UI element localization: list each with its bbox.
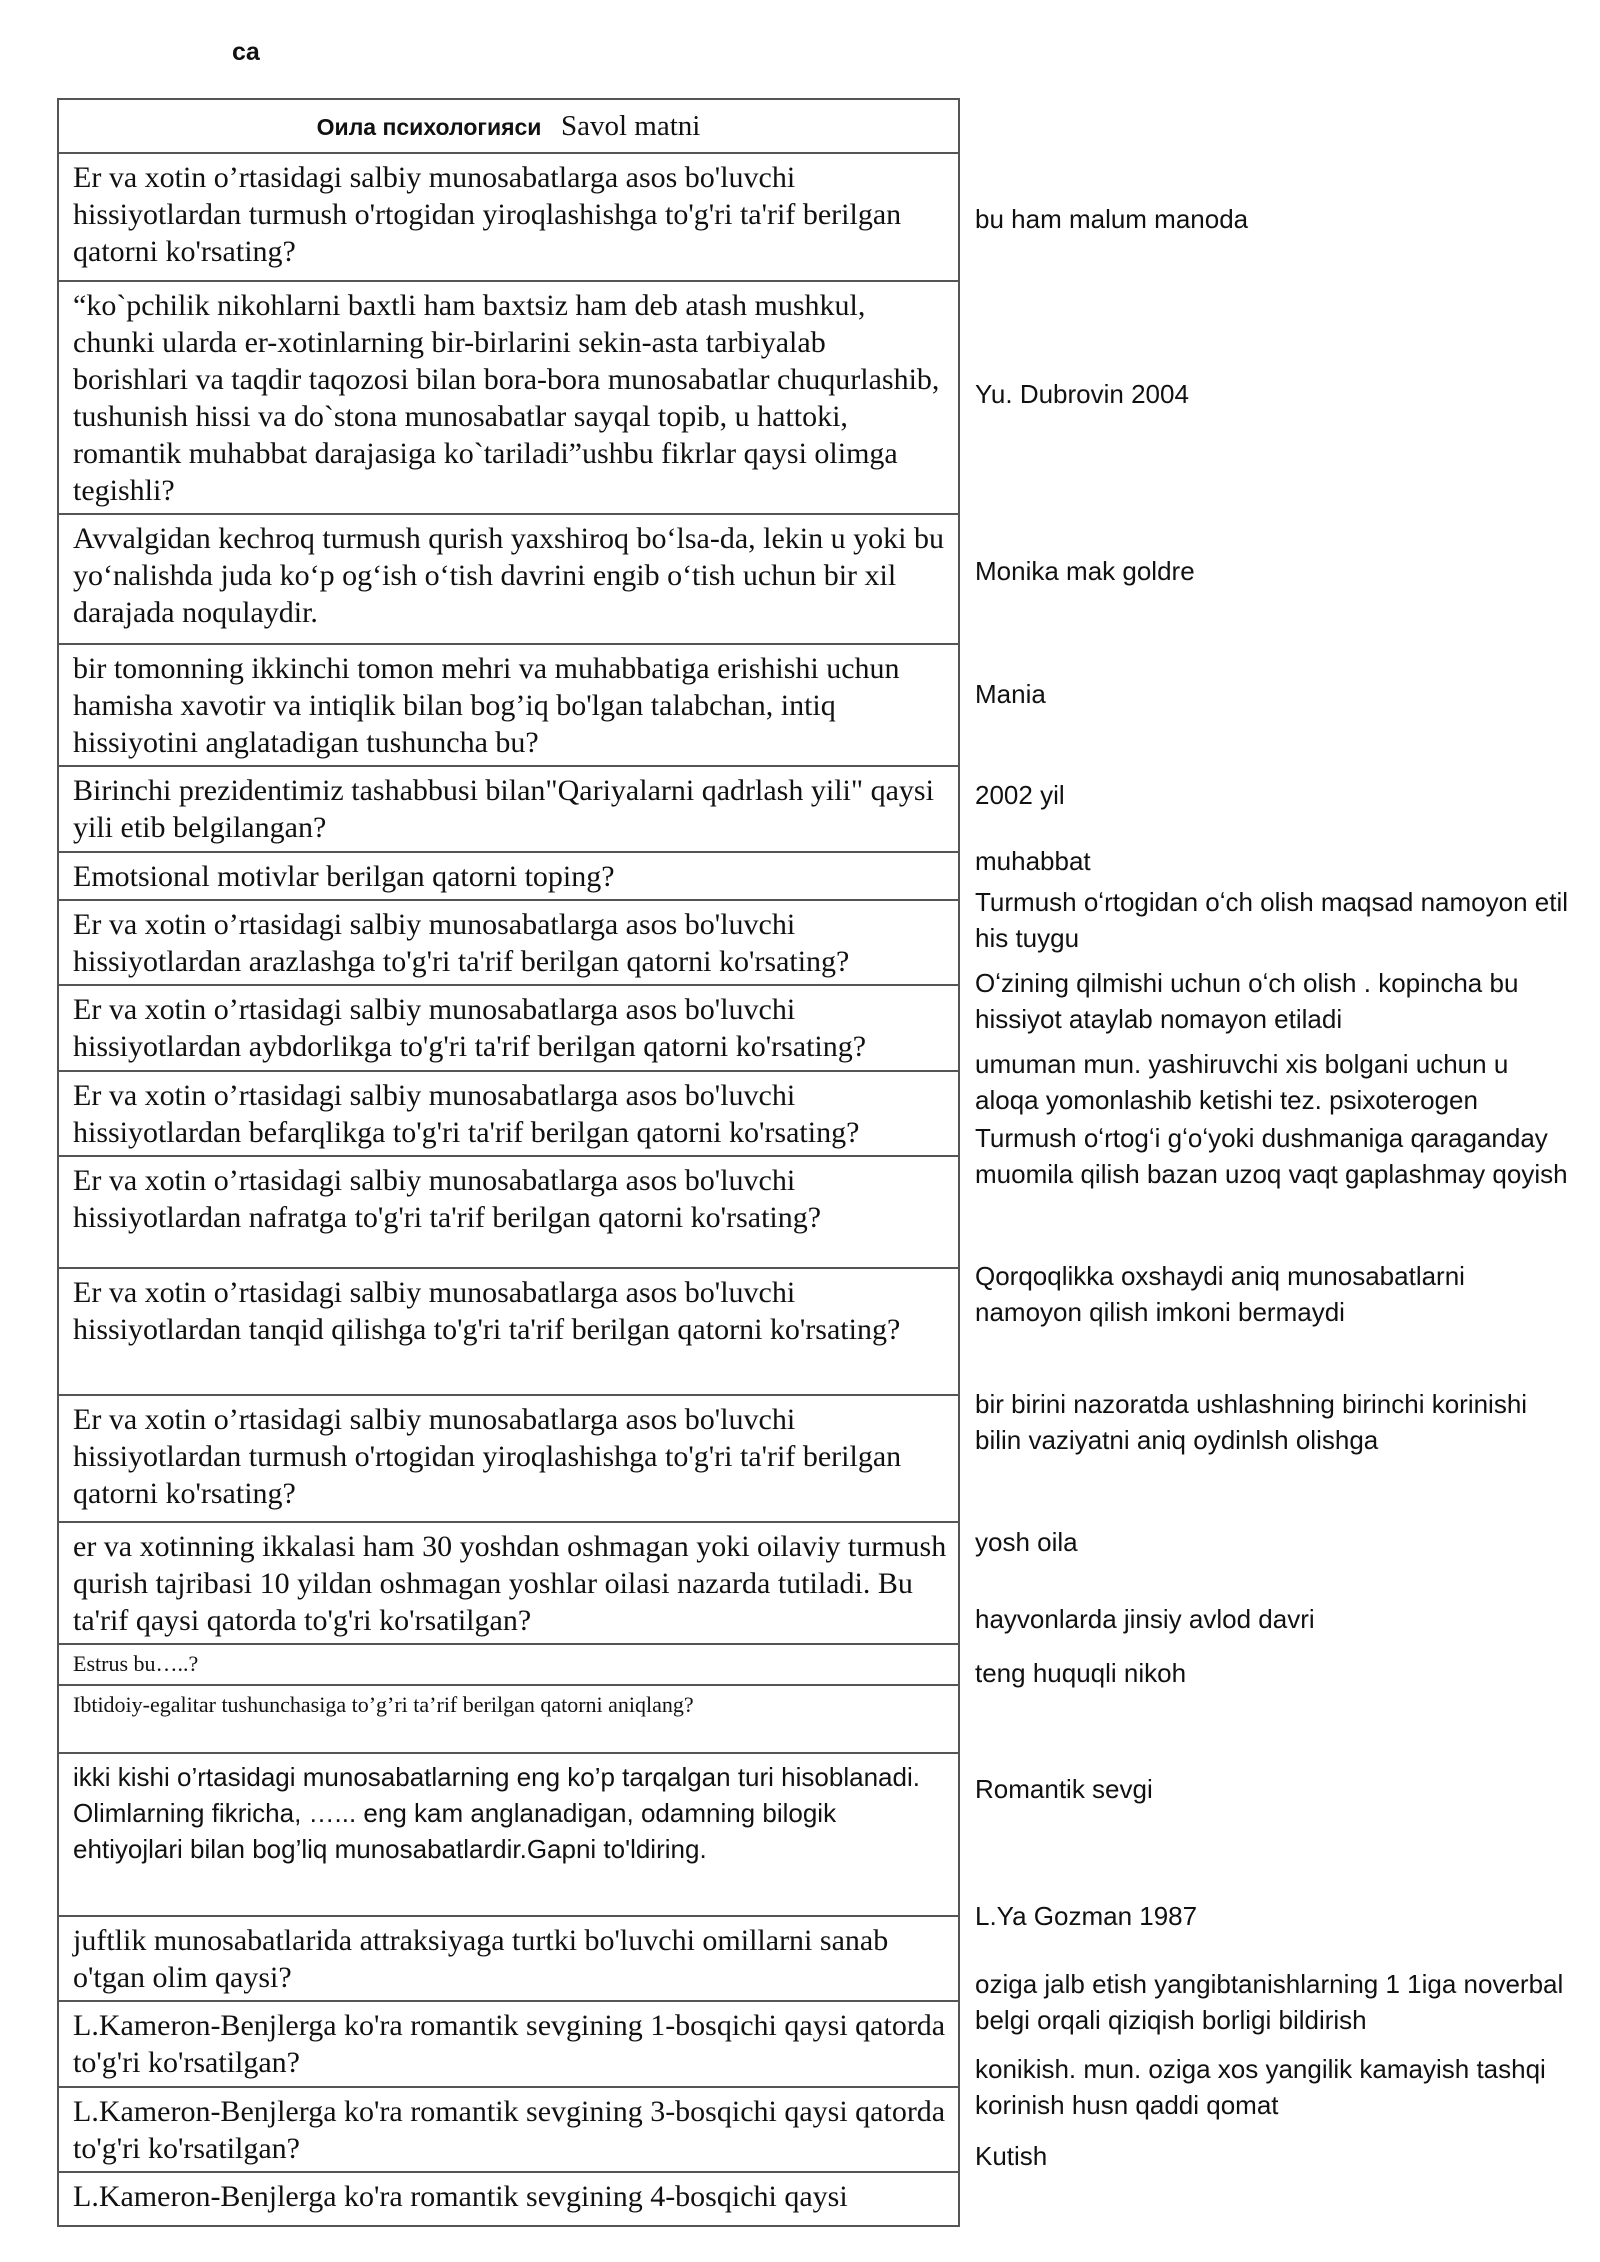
question-cell: Avvalgidan kechroq turmush qurish yaxshiroq bo‘lsa-da, lekin u yoki bu yo‘nalishda juda ko‘p og‘ish o‘tish davrini engib o‘tish uchun bir xil darajada noqulaydir.: [58, 514, 959, 644]
table-row: [58, 1753, 959, 1916]
question-cell: bir tomonning ikkinchi tomon mehri va muhabbatiga erishishi uchun hamisha xavotir va intiqlik bilan bog’iq bo'lgan talabchan, intiq hissiyotini anglatadigan tushuncha bu?: [58, 644, 959, 766]
table-row: [58, 2087, 959, 2172]
table-row: [58, 2172, 959, 2226]
question-cell: Er va xotin o’rtasidagi salbiy munosabatlarga asos bo'luvchi hissiyotlardan turmush o'rtogidan yiroqlashishga to'g'ri ta'rif berilgan qatorni ko'rsating?: [58, 153, 959, 281]
answer-text: Yu. Dubrovin 2004: [975, 379, 1189, 409]
table-row: [58, 281, 959, 514]
table-row: [58, 1685, 959, 1753]
answer-text: Romantik sevgi: [975, 1774, 1153, 1804]
table-header: [58, 99, 959, 153]
answer-text: bu ham malum manoda: [975, 204, 1249, 234]
answer-text: teng huquqli nikoh: [975, 1658, 1187, 1688]
answer-text: yosh oila: [975, 1527, 1078, 1557]
answer-text: Qorqoqlikka oxshaydi aniq munosabatlarni namoyon qilish imkoni bermaydi: [975, 1261, 1465, 1327]
answer-text: hayvonlarda jinsiy avlod davri: [975, 1604, 1315, 1634]
answer-text: oziga jalb etish yangibtanishlarning 1 1iga noverbal belgi orqali qiziqish borligi bildirish: [975, 1969, 1564, 2035]
table-row: [58, 1395, 959, 1522]
answer-text: Turmush oʻrtogidan oʻch olish maqsad namoyon etil his tuygu: [975, 887, 1569, 953]
table-row: [58, 766, 959, 852]
question-cell: Estrus bu…..?: [58, 1644, 959, 1685]
question-cell: Er va xotin o’rtasidagi salbiy munosabatlarga asos bo'luvchi hissiyotlardan tanqid qilishga to'g'ri ta'rif berilgan qatorni ko'rsating?: [58, 1268, 959, 1395]
table-row: [58, 1522, 959, 1644]
question-cell: er va xotinning ikkalasi ham 30 yoshdan oshmagan yoki oilaviy turmush qurish tajribasi 10 yildan oshmagan yoshlar oilasi nazarda tutiladi. Bu ta'rif qaysi qatorda to'g'ri ko'rsatilgan?: [58, 1522, 959, 1644]
table-row: [58, 2001, 959, 2087]
questions-table: [57, 98, 960, 2227]
corner-label: ca: [232, 38, 260, 66]
table-row: [58, 1071, 959, 1156]
question-cell: Emotsional motivlar berilgan qatorni toping?: [58, 852, 959, 900]
table-row: [58, 1644, 959, 1685]
subject-title: Оила психологияси: [316, 113, 542, 140]
table-row: [58, 1916, 959, 2001]
table-row: [58, 514, 959, 644]
answer-text: bir birini nazoratda ushlashning birinchi korinishi bilin vaziyatni aniq oydinlsh olishga: [975, 1389, 1528, 1455]
question-cell: ikki kishi o’rtasidagi munosabatlarning eng ko’p tarqalgan turi hisoblanadi. Olimlarning fikricha, …... eng kam anglanadigan, odamning bilogik ehtiyojlari bilan bog’liq munosabatlardir.Gapni to'ldiring.: [58, 1753, 959, 1916]
answer-text: Kutish: [975, 2141, 1048, 2171]
question-cell: Ibtidoiy-egalitar tushunchasiga to’g’ri ta’rif berilgan qatorni aniqlang?: [58, 1685, 959, 1753]
answer-text: umuman mun. yashiruvchi xis bolgani uchun u aloqa yomonlashib ketishi tez. psixoterogen: [975, 1049, 1509, 1115]
answer-text: 2002 yil: [975, 780, 1065, 810]
question-cell: juftlik munosabatlarida attraksiyaga turtki bo'luvchi omillarni sanab o'tgan olim qaysi?: [58, 1916, 959, 2001]
answer-text: konikish. mun. oziga xos yangilik kamayish tashqi korinish husn qaddi qomat: [975, 2054, 1546, 2120]
answer-text: Monika mak goldre: [975, 556, 1195, 586]
question-cell: Er va xotin o’rtasidagi salbiy munosabatlarga asos bo'luvchi hissiyotlardan arazlashga to'g'ri ta'rif berilgan qatorni ko'rsating?: [58, 900, 959, 985]
table-header-row: [58, 99, 959, 153]
question-cell: Er va xotin o’rtasidagi salbiy munosabatlarga asos bo'luvchi hissiyotlardan befarqlikga to'g'ri ta'rif berilgan qatorni ko'rsating?: [58, 1071, 959, 1156]
question-cell: L.Kameron-Benjlerga ko'ra romantik sevgining 3-bosqichi qaysi qatorda to'g'ri ko'rsatilgan?: [58, 2087, 959, 2172]
table-row: [58, 985, 959, 1071]
table-row: [58, 852, 959, 900]
question-cell: “ko`pchilik nikohlarni baxtli ham baxtsiz ham deb atash mushkul, chunki ularda er-xotinlarning bir-birlarini sekin-asta tarbiyalab borishlari va taqdir taqozosi bilan bora-bora munosabatlar chuqurlashib, tushunish hissi va do`stona munosabatlar sayqal topib, u hattoki, romantik muhabbat darajasiga ko`tariladi”ushbu fikrlar qaysi olimga tegishli?: [58, 281, 959, 514]
answer-text: Mania: [975, 679, 1046, 709]
question-cell: Er va xotin o’rtasidagi salbiy munosabatlarga asos bo'luvchi hissiyotlardan turmush o'rtogidan yiroqlashishga to'g'ri ta'rif berilgan qatorni ko'rsating?: [58, 1395, 959, 1522]
table-row: [58, 644, 959, 766]
question-cell: Er va xotin o’rtasidagi salbiy munosabatlarga asos bo'luvchi hissiyotlardan nafratga to'g'ri ta'rif berilgan qatorni ko'rsating?: [58, 1156, 959, 1268]
table-row: [58, 1156, 959, 1268]
answer-text: Oʻzining qilmishi uchun oʻch olish . kopincha bu hissiyot ataylab nomayon etiladi: [975, 968, 1519, 1034]
answer-text: Turmush oʻrtogʻi gʻoʻyoki dushmaniga qaraganday muomila qilish bazan uzoq vaqt gaplashmay qoyish: [975, 1123, 1568, 1189]
column-title: Savol matni: [560, 109, 701, 142]
question-cell: Er va xotin o’rtasidagi salbiy munosabatlarga asos bo'luvchi hissiyotlardan aybdorlikga to'g'ri ta'rif berilgan qatorni ko'rsating?: [58, 985, 959, 1071]
answer-text: L.Ya Gozman 1987: [975, 1901, 1198, 1931]
answer-text: muhabbat: [975, 846, 1091, 876]
question-cell: Birinchi prezidentimiz tashabbusi bilan"Qariyalarni qadrlash yili" qaysi yili etib belgilangan?: [58, 766, 959, 852]
table-row: [58, 1268, 959, 1395]
question-cell: L.Kameron-Benjlerga ko'ra romantik sevgining 4-bosqichi qaysi: [58, 2172, 959, 2226]
question-cell: L.Kameron-Benjlerga ko'ra romantik sevgining 1-bosqichi qaysi qatorda to'g'ri ko'rsatilgan?: [58, 2001, 959, 2087]
table-row: [58, 153, 959, 281]
table-row: [58, 900, 959, 985]
